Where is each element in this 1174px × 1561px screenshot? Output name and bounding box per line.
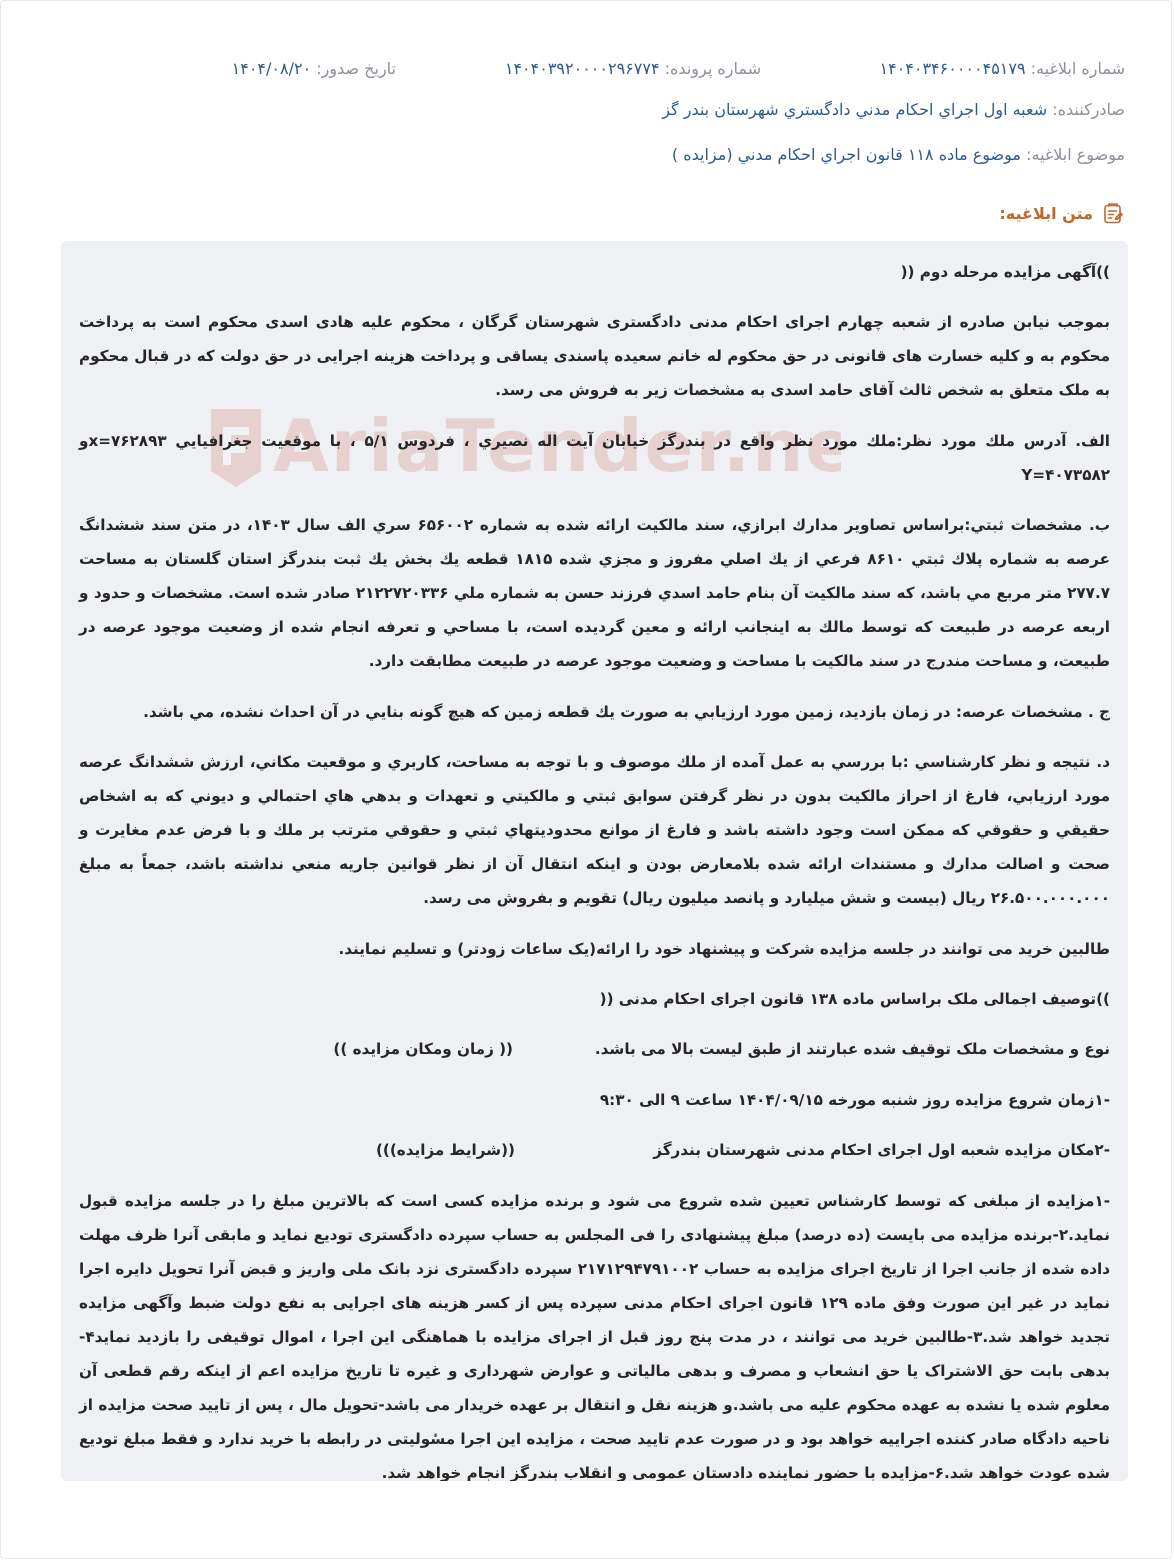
auction-place-text: -۲مکان مزايده شعبه اول اجرای احکام مدنی شهرستان بندرگز xyxy=(653,1141,1110,1159)
issue-date-value: ۱۴۰۴/۰۸/۲۰ xyxy=(231,59,312,78)
notice-content xyxy=(61,241,1128,1481)
subject-value: موضوع ماده ۱۱۸ قانون اجراي احكام مدني (مزايده ) xyxy=(671,145,1021,164)
notice-number-label: شماره ابلاغیه: xyxy=(1030,59,1125,78)
paragraph-conditions: -۱مزايده از مبلغی که توسط کارشناس تعيين شده شروع می شود و برنده مزايده کسی است که بالاترين مبلغ را در جلسه مزايده قبول نمايد.۲-برنده مزايده می بايست (ده درصد) مبلغ پيشنهادی را فی المجلس به حساب سپرده دادگستری توديع نمايد و مابقی آنرا ظرف مهلت داده شده از جانب اجرا از تاريخ اجرای مزايده به حساب ۲۱۷۱۲۹۴۷۹۱۰۰۲ سپرده دادگستری نزد بانک ملی واريز و قبض آنرا تحويل دايره اجرا نمايد در غير اين صورت وفق ماده ۱۲۹ قانون اجرای احکام مدنی سپرده پس از کسر هزينه های اجرايی به نفع دولت ضبط وآگهی مزايده تجديد خواهد شد.۳-طالبين خريد می توانند ، در مدت پنج روز قبل از اجرای مزايده با هماهنگی اين اجرا ، اموال توقيفی را بازديد نمايد۴-بدهی بابت حق الاشتراک يا حق انشعاب و مصرف و بدهی مالياتی و عوارض شهرداری و غيره تا تاريخ مزايده اعم از اينکه رقم قطعی آن معلوم شده يا نشده به عهده محکوم عليه می باشد.و هزينه نقل و انتقال بر عهده خريدار می باشد-تحويل مال ، پس از تاييد صحت مزايده از ناحيه دادگاه صادر کننده اجراييه خواهد بود و در صورت عدم تاييد صحت ، مزايده اين اجرا مسٔوليتی در رابطه با خريد ندارد و فقط مبلغ توديع شده عودت خواهد شد.۶-مزايده با حضور نماينده دادستان عمومی و انقلاب بندرگز انجام خواهد شد. xyxy=(79,1192,1111,1481)
case-number xyxy=(505,58,761,80)
paragraph-registration: ب. مشخصات ثبتي:براساس تصاوير مدارك ابرازي، سند مالكيت ارائه شده به شماره ۶۵۶۰۰۲ سري الف سال ۱۴۰۳، در متن سند ششدانگ عرصه به شماره پلاك ثبتي ۸۶۱۰ فرعي از يك اصلي مفروز و مجزي شده ۱۸۱۵ قطعه يك بخش يك ثبت بندرگز استان گلستان به مساحت ۲۷۷.۷ متر مربع مي باشد، كه سند مالكيت آن بنام حامد اسدي فرزند حسن به شماره ملي ۲۱۲۲۷۲۰۳۳۶ صادر شده است. مشخصات و حدود و اربعه عرصه در طبيعت كه توسط مالك به اينجانب ارائه و معين گرديده است، با مساحي و تعرفه انجام شده از وضعيت موجود عرصه در طبيعت، و مساحت مندرج در سند مالكيت با مساحت و وضعيت موجود عرصه در طبيعت مطابقت دارد. xyxy=(79,516,1110,670)
issue-date-label: تاریخ صدور: xyxy=(316,59,396,78)
notice-number-value: ۱۴۰۴۰۳۴۶۰۰۰۰۴۵۱۷۹ xyxy=(879,59,1026,78)
svg-text:AriaTender.neT: AriaTender.ne xyxy=(273,404,841,488)
case-number-value: ۱۴۰۴۰۳۹۲۰۰۰۰۲۹۶۷۷۴ xyxy=(504,59,660,78)
conditions-heading: ((شرايط مزايده))) xyxy=(375,1141,515,1159)
paragraph-address: الف. آدرس ملك مورد نظر:ملك مورد نظر واقع در بندرگز خيابان آيت اله نصيري ، فردوس ۵/۱ ، با موقعيت جغرافيايي ۷۶۲۸۹۳=xو ۴۰۷۳۵۸۲=Y xyxy=(79,432,1110,484)
row-property-type xyxy=(79,1032,1110,1066)
issuer-label: صادرکننده: xyxy=(1052,100,1125,119)
issuer-value: شعبه اول اجراي احكام مدني دادگستري شهرستان بندر گز xyxy=(662,100,1048,119)
case-number-label: شماره پرونده: xyxy=(664,59,761,78)
paragraph-title: ))آگهی مزایده مرحله دوم (( xyxy=(900,263,1110,281)
paragraph-property-summary: ))توصيف اجمالی ملک براساس ماده ۱۳۸ قانون اجرای احکام مدنی (( xyxy=(599,990,1110,1008)
time-place-heading: (( زمان ومکان مزايده )) xyxy=(333,1040,513,1058)
property-type-text: نوع و مشخصات ملک توقيف شده عبارتند از طبق ليست بالا می باشد. xyxy=(594,1040,1110,1058)
notice-number xyxy=(879,58,1125,80)
issue-date xyxy=(232,58,396,80)
header-row xyxy=(1,58,1171,82)
issuer-row xyxy=(662,99,1125,121)
paragraph-buyers: طالبين خريد می توانند در جلسه مزايده شركت و پيشنهاد خود را ارائه(يک ساعات زودتر) و تسليم نمايند. xyxy=(338,940,1110,958)
paragraph-expert-opinion: د. نتيجه و نظر كارشناسي :با بررسي به عمل آمده از ملك موصوف و با توجه به مساحت، كاربري و موقعيت مكاني، ارزش ششدانگ عرصه مورد ارزيابي، فارغ از احراز مالكيت بدون در نظر گرفتن سوابق ثبتي و مالكيتي و تعهدات و بدهي هاي احتمالي و ديوني كه به اشخاص حقيقي و حقوقي كه ممكن است وجود داشته باشد و فارغ از موانع محدوديتهاي ثبتي و حقوقي مترتب بر ملك و با فرض عدم مغايرت و صحت و اصالت مدارك و مستندات ارائه شده بلامعارض بودن و اينكه انتقال آن از نظر قوانين جاريه منعي نداشته باشد، جمعاً به مبلغ ۲۶.۵۰۰.۰۰۰.۰۰۰ ريال (بيست و شش ميليارد و پانصد ميليون ريال) تقويم و بفروش می رسد. xyxy=(79,753,1110,907)
paragraph-auction-time: -۱زمان شروع مزايده روز شنبه مورخه ۱۴۰۴/۰۹/۱۵ ساعت ۹ الی ۹:۳۰ xyxy=(599,1091,1110,1109)
row-auction-place xyxy=(79,1133,1110,1167)
subject-row xyxy=(672,144,1125,166)
paragraph-land-spec: ج . مشخصات عرصه: در زمان بازديد، زمين مورد ارزيابي به صورت يك قطعه زمين كه هيچ گونه بنايي در آن احداث نشده، مي باشد. xyxy=(143,703,1110,721)
section-title: متن ابلاغیه: xyxy=(999,203,1093,223)
notice-text-heading xyxy=(999,201,1125,225)
document-edit-icon xyxy=(1101,201,1125,225)
subject-label: موضوع ابلاغیه: xyxy=(1026,145,1125,164)
paragraph-intro: بموجب نیابن صادره از شعبه چهارم اجرای احکام مدنی دادگستری شهرستان گرگان ، محکوم علیه هادی اسدی محکوم است به پرداخت محکوم به و کلیه خسارت های قانونی در حق محکوم له خانم سعیده پاسندی یساقی و پرداخت هزینه اجرایی در حق دولت که در قبال محکوم به ملک متعلق به شخص ثالث آقای حامد اسدی به مشخصات زیر به فروش می رسد. xyxy=(79,313,1110,399)
